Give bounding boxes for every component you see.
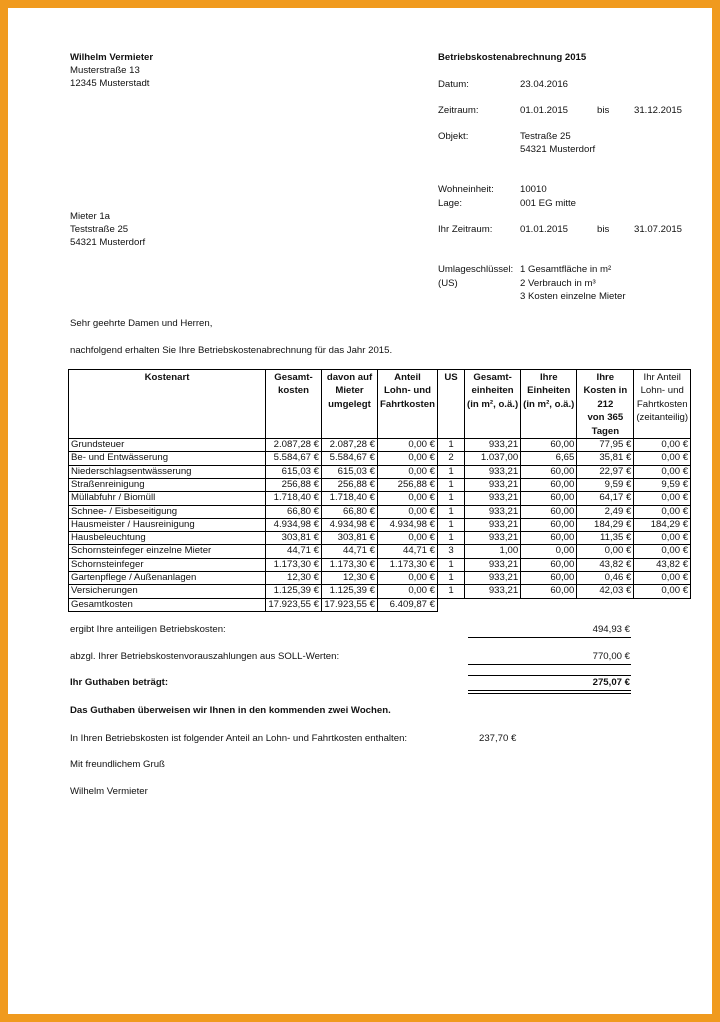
- column-header-line: (zeitanteilig): [636, 412, 689, 424]
- table-cell: 256,88 €: [322, 478, 378, 491]
- cost-table: [68, 369, 691, 612]
- table-cell: 0,00 €: [378, 452, 438, 465]
- table-cell: 1: [438, 505, 465, 518]
- vorauszahlung-value: 770,00 €: [592, 651, 630, 662]
- table-row: [69, 532, 691, 545]
- table-row: [69, 572, 691, 585]
- table-cell: 60,00: [521, 572, 577, 585]
- table-cell: 0,00 €: [634, 585, 691, 598]
- table-cell: 615,03 €: [322, 465, 378, 478]
- table-cell: 9,59 €: [634, 478, 691, 491]
- column-header-line: Tagen: [591, 425, 620, 437]
- table-cell: 0,00 €: [378, 439, 438, 452]
- table-cell: 66,80 €: [322, 505, 378, 518]
- zeitraum-to: 31.12.2015: [634, 105, 683, 116]
- table-cell: 5.584,67 €: [322, 452, 378, 465]
- table-cell: 1: [438, 572, 465, 585]
- column-header-line: kosten: [278, 385, 309, 397]
- table-cell: 2,49 €: [577, 505, 634, 518]
- guthaben-value: 275,07 €: [592, 677, 630, 688]
- table-cell: 1: [438, 492, 465, 505]
- table-cell: 1.718,40 €: [322, 492, 378, 505]
- table-cell: 2.087,28 €: [322, 439, 378, 452]
- column-header: [465, 370, 521, 439]
- table-row: [69, 439, 691, 452]
- column-header-line: Anteil: [394, 372, 421, 383]
- column-header-line: 212: [597, 398, 614, 410]
- table-cell: Versicherungen: [69, 585, 266, 598]
- table-cell: 1: [438, 439, 465, 452]
- table-cell: 1.173,30 €: [378, 558, 438, 571]
- lage-label: Lage:: [438, 198, 463, 209]
- datum-value: 23.04.2016: [520, 79, 569, 90]
- sender-name: Wilhelm Vermieter: [70, 52, 154, 63]
- column-header: [322, 370, 378, 439]
- table-cell: 4.934,98 €: [378, 518, 438, 531]
- table-cell: 44,71 €: [322, 545, 378, 558]
- column-header-line: (in m², o.ä.): [523, 398, 575, 410]
- table-cell: 43,82 €: [577, 558, 634, 571]
- table-cell: 303,81 €: [322, 532, 378, 545]
- table-cell: Gartenpflege / Außenanlagen: [69, 572, 266, 585]
- table-cell: 43,82 €: [634, 558, 691, 571]
- table-cell: 933,21: [465, 492, 521, 505]
- table-cell: 22,97 €: [577, 465, 634, 478]
- column-header-line: einheiten: [471, 385, 514, 397]
- table-cell: 1.125,39 €: [322, 585, 378, 598]
- guthaben-underline-1: [468, 690, 631, 691]
- table-cell: 60,00: [521, 478, 577, 491]
- table-cell: 35,81 €: [577, 452, 634, 465]
- table-row: [69, 585, 691, 598]
- table-cell: 2: [438, 452, 465, 465]
- column-header: [438, 370, 465, 439]
- table-cell: 1: [438, 585, 465, 598]
- table-cell: 2.087,28 €: [266, 439, 322, 452]
- table-row: [69, 492, 691, 505]
- closing-greeting: Mit freundlichem Gruß: [70, 759, 165, 770]
- document-page: [8, 8, 712, 1014]
- table-cell: 66,80 €: [266, 505, 322, 518]
- table-cell: Straßenreinigung: [69, 478, 266, 491]
- table-cell: 0,00 €: [634, 532, 691, 545]
- column-header-line: umgelegt: [328, 398, 371, 410]
- table-header-row: [69, 370, 691, 439]
- table-cell: 1: [438, 532, 465, 545]
- table-cell: 1: [438, 518, 465, 531]
- column-header-line: (in m², o.ä.): [467, 398, 519, 410]
- column-header: [577, 370, 634, 439]
- table-cell: 0,00 €: [378, 532, 438, 545]
- column-header-line: Gesamt-: [473, 372, 512, 383]
- table-cell: 933,21: [465, 439, 521, 452]
- sender-city: 12345 Musterstadt: [70, 78, 150, 89]
- datum-label: Datum:: [438, 79, 469, 90]
- ueberweisung-note: Das Guthaben überweisen wir Ihnen in den kommenden zwei Wochen.: [70, 705, 391, 716]
- guthaben-overline: [468, 675, 631, 676]
- document-title: Betriebskostenabrechnung 2015: [438, 52, 587, 63]
- table-cell: 0,00 €: [378, 572, 438, 585]
- objekt-city: 54321 Musterdorf: [520, 144, 596, 155]
- column-header-line: Ihre: [596, 372, 615, 383]
- table-cell: 60,00: [521, 465, 577, 478]
- ihr-zeitraum-bis: bis: [597, 224, 610, 235]
- column-header-line: Mieter: [335, 385, 364, 397]
- anteil-label: ergibt Ihre anteiligen Betriebskosten:: [70, 624, 226, 635]
- table-cell: 1: [438, 478, 465, 491]
- vorauszahlung-underline: [468, 664, 631, 665]
- table-cell: 933,21: [465, 505, 521, 518]
- table-cell: 615,03 €: [266, 465, 322, 478]
- table-cell: 5.584,67 €: [266, 452, 322, 465]
- table-row: [69, 545, 691, 558]
- total-cell: Gesamtkosten: [69, 598, 266, 611]
- table-cell: 0,00 €: [378, 492, 438, 505]
- sender-street: Musterstraße 13: [70, 65, 140, 76]
- table-cell: 933,21: [465, 465, 521, 478]
- empty-cell: [438, 598, 465, 611]
- table-cell: 0,00 €: [634, 452, 691, 465]
- vorauszahlung-label: abzgl. Ihrer Betriebskostenvorauszahlungen aus SOLL-Werten:: [70, 651, 340, 662]
- total-cell: 6.409,87 €: [378, 598, 438, 611]
- wohneinheit-value: 10010: [520, 184, 547, 195]
- anteil-value: 494,93 €: [592, 624, 630, 635]
- table-cell: 933,21: [465, 572, 521, 585]
- salutation: Sehr geehrte Damen und Herren,: [70, 318, 213, 329]
- table-cell: 11,35 €: [577, 532, 634, 545]
- table-cell: 60,00: [521, 518, 577, 531]
- table-cell: 1.718,40 €: [266, 492, 322, 505]
- table-cell: Be- und Entwässerung: [69, 452, 266, 465]
- table-cell: 256,88 €: [378, 478, 438, 491]
- table-cell: 4.934,98 €: [322, 518, 378, 531]
- table-cell: 44,71 €: [266, 545, 322, 558]
- empty-cell: [521, 598, 577, 611]
- table-cell: 9,59 €: [577, 478, 634, 491]
- table-cell: 1: [438, 465, 465, 478]
- table-cell: 12,30 €: [266, 572, 322, 585]
- empty-cell: [465, 598, 521, 611]
- column-header-line: Ihr Anteil: [643, 372, 681, 383]
- total-cell: 17.923,55 €: [322, 598, 378, 611]
- table-cell: 77,95 €: [577, 439, 634, 452]
- table-cell: 0,00 €: [634, 572, 691, 585]
- table-cell: 6,65: [521, 452, 577, 465]
- table-cell: Hausbeleuchtung: [69, 532, 266, 545]
- table-cell: 12,30 €: [322, 572, 378, 585]
- table-cell: 1.173,30 €: [266, 558, 322, 571]
- table-cell: 1,00: [465, 545, 521, 558]
- umlage-label: Umlageschlüssel:: [438, 264, 514, 275]
- table-cell: 64,17 €: [577, 492, 634, 505]
- table-cell: 60,00: [521, 558, 577, 571]
- empty-cell: [577, 598, 634, 611]
- zeitraum-bis: bis: [597, 105, 610, 116]
- objekt-label: Objekt:: [438, 131, 469, 142]
- table-cell: Schornsteinfeger: [69, 558, 266, 571]
- total-cell: 17.923,55 €: [266, 598, 322, 611]
- lage-value: 001 EG mitte: [520, 198, 576, 209]
- table-cell: 0,00 €: [378, 465, 438, 478]
- table-cell: 933,21: [465, 585, 521, 598]
- column-header-line: Lohn- und: [640, 385, 684, 397]
- column-header: [378, 370, 438, 439]
- umlage-sub: (US): [438, 278, 458, 289]
- guthaben-label: Ihr Guthaben beträgt:: [70, 677, 169, 688]
- table-cell: 0,00 €: [634, 505, 691, 518]
- table-cell: 60,00: [521, 505, 577, 518]
- table-cell: 0,46 €: [577, 572, 634, 585]
- zeitraum-from: 01.01.2015: [520, 105, 569, 116]
- column-header-line: Gesamt-: [274, 372, 313, 383]
- table-cell: Schnee- / Eisbeseitigung: [69, 505, 266, 518]
- table-cell: 60,00: [521, 492, 577, 505]
- column-header: [69, 370, 266, 439]
- total-row: [69, 598, 691, 611]
- table-row: [69, 478, 691, 491]
- zeitraum-label: Zeitraum:: [438, 105, 479, 116]
- column-header-line: davon auf: [326, 372, 373, 383]
- table-cell: 184,29 €: [634, 518, 691, 531]
- table-row: [69, 558, 691, 571]
- umlage-key-3: 3 Kosten einzelne Mieter: [520, 291, 626, 302]
- table-cell: 0,00 €: [634, 545, 691, 558]
- table-cell: 303,81 €: [266, 532, 322, 545]
- recipient-city: 54321 Musterdorf: [70, 237, 146, 248]
- table-cell: 933,21: [465, 558, 521, 571]
- table-cell: 933,21: [465, 478, 521, 491]
- column-header-line: Einheiten: [527, 385, 571, 397]
- table-cell: 1: [438, 558, 465, 571]
- table-cell: 0,00 €: [634, 465, 691, 478]
- column-header-line: Ihre: [539, 372, 558, 383]
- column-header: [634, 370, 691, 439]
- table-cell: 0,00 €: [577, 545, 634, 558]
- ihr-zeitraum-label: Ihr Zeitraum:: [438, 224, 493, 235]
- table-cell: 42,03 €: [577, 585, 634, 598]
- intro-text: nachfolgend erhalten Sie Ihre Betriebskostenabrechnung für das Jahr 2015.: [70, 345, 393, 356]
- lohn-anteil-value: 237,70 €: [479, 733, 517, 744]
- table-cell: Müllabfuhr / Biomüll: [69, 492, 266, 505]
- objekt-street: Testraße 25: [520, 131, 571, 142]
- ihr-zeitraum-from: 01.01.2015: [520, 224, 569, 235]
- ihr-zeitraum-to: 31.07.2015: [634, 224, 683, 235]
- column-header-line: Kosten in: [583, 385, 628, 397]
- table-cell: 44,71 €: [378, 545, 438, 558]
- table-cell: 0,00 €: [378, 505, 438, 518]
- table-cell: 933,21: [465, 518, 521, 531]
- table-cell: 1.037,00: [465, 452, 521, 465]
- lohn-anteil-text: In Ihren Betriebskosten ist folgender Anteil an Lohn- und Fahrtkosten enthalten:: [70, 733, 408, 744]
- table-cell: 3: [438, 545, 465, 558]
- column-header-line: Lohn- und: [384, 385, 431, 397]
- column-header-line: Kostenart: [144, 372, 190, 383]
- table-cell: 933,21: [465, 532, 521, 545]
- table-cell: Schornsteinfeger einzelne Mieter: [69, 545, 266, 558]
- table-cell: 60,00: [521, 532, 577, 545]
- anteil-underline: [468, 637, 631, 638]
- table-cell: 60,00: [521, 439, 577, 452]
- table-cell: 184,29 €: [577, 518, 634, 531]
- table-cell: 1.125,39 €: [266, 585, 322, 598]
- signature-name: Wilhelm Vermieter: [70, 786, 148, 797]
- column-header-line: US: [444, 372, 458, 383]
- table-row: [69, 505, 691, 518]
- table-cell: 4.934,98 €: [266, 518, 322, 531]
- table-cell: Hausmeister / Hausreinigung: [69, 518, 266, 531]
- column-header: [521, 370, 577, 439]
- empty-cell: [634, 598, 691, 611]
- table-row: [69, 452, 691, 465]
- column-header-line: Fahrtkosten: [636, 398, 688, 410]
- umlage-key-2: 2 Verbrauch in m³: [520, 278, 596, 289]
- umlage-key-1: 1 Gesamtfläche in m²: [520, 264, 612, 275]
- recipient-street: Teststraße 25: [70, 224, 129, 235]
- table-cell: 0,00 €: [634, 439, 691, 452]
- table-cell: Niederschlagsentwässerung: [69, 465, 266, 478]
- column-header-line: Fahrtkosten: [380, 398, 435, 410]
- table-cell: 1.173,30 €: [322, 558, 378, 571]
- wohneinheit-label: Wohneinheit:: [438, 184, 494, 195]
- table-cell: 256,88 €: [266, 478, 322, 491]
- guthaben-underline-2: [468, 693, 631, 694]
- table-cell: 0,00: [521, 545, 577, 558]
- table-cell: 0,00 €: [634, 492, 691, 505]
- column-header: [266, 370, 322, 439]
- recipient-name: Mieter 1a: [70, 211, 110, 222]
- table-row: [69, 465, 691, 478]
- table-cell: Grundsteuer: [69, 439, 266, 452]
- table-row: [69, 518, 691, 531]
- table-cell: 60,00: [521, 585, 577, 598]
- table-cell: 0,00 €: [378, 585, 438, 598]
- column-header-line: von 365: [587, 412, 624, 424]
